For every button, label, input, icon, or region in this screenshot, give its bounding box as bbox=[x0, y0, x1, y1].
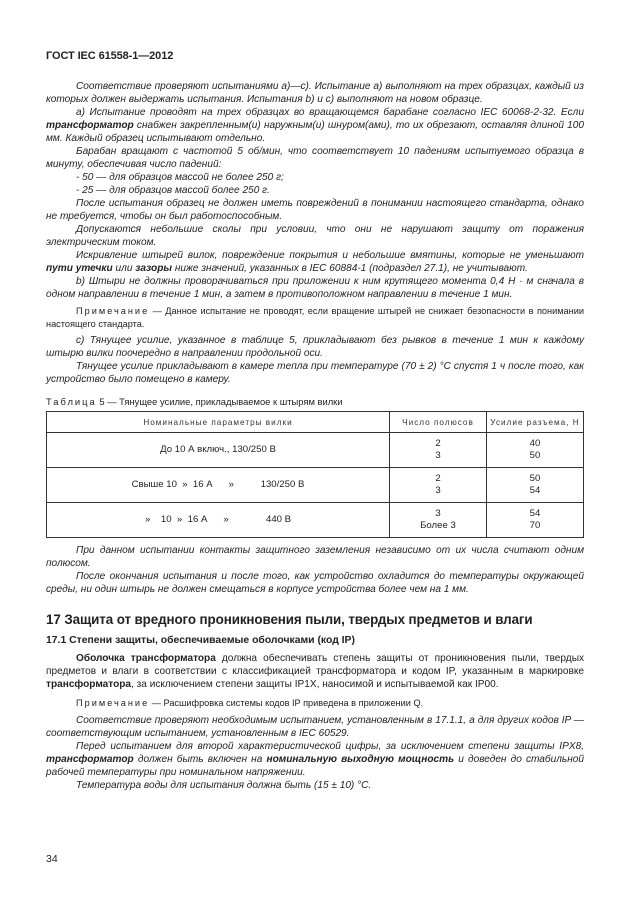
paragraph: Перед испытанием для второй характеристической цифры, за исключением степени защиты IPX8, трансформатор должен быть включен на номинальную выходную мощность и доведен до стабильной рабочей температуры при номинальном напряжении. bbox=[46, 740, 584, 778]
column-header: Усилие разъема, Н bbox=[487, 412, 584, 433]
document-body bbox=[46, 80, 584, 792]
term-bold: зазоры bbox=[135, 263, 172, 274]
paragraph: Оболочка трансформатора должна обеспечивать степень защиты от проникновения пыли, твердых предметов и влаги в соответствии с классификацией трансформатора и кодом IP, указанным в маркировке трансформатора, за исключением степени защиты IP1X, наносимой и испытываемой как IP00. bbox=[46, 653, 584, 690]
section-title: 17 Защита от вредного проникновения пыли, твердых предметов и влаги bbox=[46, 612, 533, 627]
table-caption: Таблица 5 — Тянущее усилие, прикладываемое к штырям вилки bbox=[46, 396, 343, 407]
paragraph: c) Тянущее усилие, указанное в таблице 5, прикладывают без рывков в течение 1 мин к каждому штырю вилки поочередно в направлении продольной оси. bbox=[46, 335, 584, 359]
table-cell: 50 54 bbox=[487, 468, 584, 503]
paragraph: При данном испытании контакты защитного заземления независимо от их числа считают одним полюсом. bbox=[46, 545, 584, 569]
page-number: 34 bbox=[46, 853, 58, 865]
table-cell: » 10 » 16 А » 440 В bbox=[47, 503, 390, 538]
table-cell: 2 3 bbox=[390, 433, 487, 468]
table-cell: 40 50 bbox=[487, 433, 584, 468]
column-header: Число полюсов bbox=[390, 412, 487, 433]
table-row bbox=[47, 503, 584, 538]
subsection-title: 17.1 Степени защиты, обеспечиваемые оболочками (код IP) bbox=[46, 635, 355, 646]
note-label: Примечание bbox=[76, 698, 150, 708]
paragraph: Соответствие проверяют необходимым испытанием, установленным в 17.1.1, а для других кодов IP — соответствующим испытанием, установленным в IEC 60529. bbox=[46, 714, 584, 739]
term-bold: трансформатора bbox=[46, 679, 132, 690]
paragraph: Температура воды для испытания должна быть (15 ± 10) °С. bbox=[76, 779, 372, 791]
paragraph: После окончания испытания и после того, как устройство охладится до температуры окружающей среды, ни один штырь не должен смещаться в корпусе устройства более чем на 1 мм. bbox=[46, 571, 584, 595]
table-row bbox=[47, 468, 584, 503]
paragraph: Искривление штырей вилок, повреждение покрытия и небольшие вмятины, которые не уменьшают пути утечки или зазоры ниже значений, указанных в IEC 60884-1 (подраздел 27.1), не учитывают. bbox=[46, 250, 584, 274]
note-label: Примечание bbox=[76, 306, 150, 316]
column-header: Номинальные параметры вилки bbox=[47, 412, 390, 433]
paragraph: а) Испытание проводят на трех образцах во вращающемся барабане согласно IEC 60068-2-32. Если трансформатор снабжен закрепленным(и) наружным(и) шнуром(ами), то их обрезают, оставляя длиной 100 мм. Каждый образец испытывают отдельно. bbox=[46, 107, 584, 144]
term-bold: пути утечки bbox=[46, 263, 113, 274]
term-bold: Оболочка трансформатора bbox=[76, 653, 216, 664]
paragraph: Барабан вращают с частотой 5 об/мин, что соответствует 10 падениям испытуемого образца в минуту, обеспечивая число падений: bbox=[46, 146, 584, 170]
note: Примечание — Данное испытание не проводят, если вращение штырей не снижает безопасности в понимании настоящего стандарта. bbox=[46, 306, 584, 329]
list-item: - 25 — для образцов массой более 250 г. bbox=[76, 185, 270, 196]
table-cell: 54 70 bbox=[487, 503, 584, 538]
table-row bbox=[47, 433, 584, 468]
table-cell: Свыше 10 » 16 А » 130/250 В bbox=[47, 468, 390, 503]
term-bold: трансформатор bbox=[46, 120, 134, 131]
note: Примечание — Расшифровка системы кодов IP приведена в приложении Q. bbox=[76, 698, 424, 708]
paragraph: b) Штыри не должны проворачиваться при приложении к ним крутящего момента 0,4 Н · м сначала в одном направлении в течение 1 мин, а затем в противоположном направлении в течение 1 мин. bbox=[46, 276, 584, 300]
term-bold: трансформатор bbox=[46, 753, 134, 765]
table-cell: 3 Более 3 bbox=[390, 503, 487, 538]
pull-force-table bbox=[46, 411, 584, 538]
paragraph: После испытания образец не должен иметь повреждений в понимании настоящего стандарта, однако не требуется, чтобы он был работоспособным. bbox=[46, 198, 584, 222]
list-item: - 50 — для образцов массой не более 250 г; bbox=[76, 172, 284, 183]
paragraph: Соответствие проверяют испытаниями а)—с). Испытание а) выполняют на трех образцах, каждый из которых должен выдержать испытания. Испытания b) и c) выполняют на новом образце. bbox=[46, 81, 584, 105]
table-header-row bbox=[47, 412, 584, 433]
paragraph: Допускаются небольшие сколы при условии, что они не нарушают защиту от поражения электрическим током. bbox=[46, 224, 584, 248]
table-cell: 2 3 bbox=[390, 468, 487, 503]
document-header: ГОСТ IEC 61558-1—2012 bbox=[46, 50, 174, 62]
term-bold: номинальную выходную мощность bbox=[266, 753, 455, 765]
table-cell: До 10 А включ., 130/250 В bbox=[47, 433, 390, 468]
paragraph: Тянущее усилие прикладывают в камере тепла при температуре (70 ± 2) °С спустя 1 ч после того, как устройство было помещено в камеру. bbox=[46, 361, 584, 385]
